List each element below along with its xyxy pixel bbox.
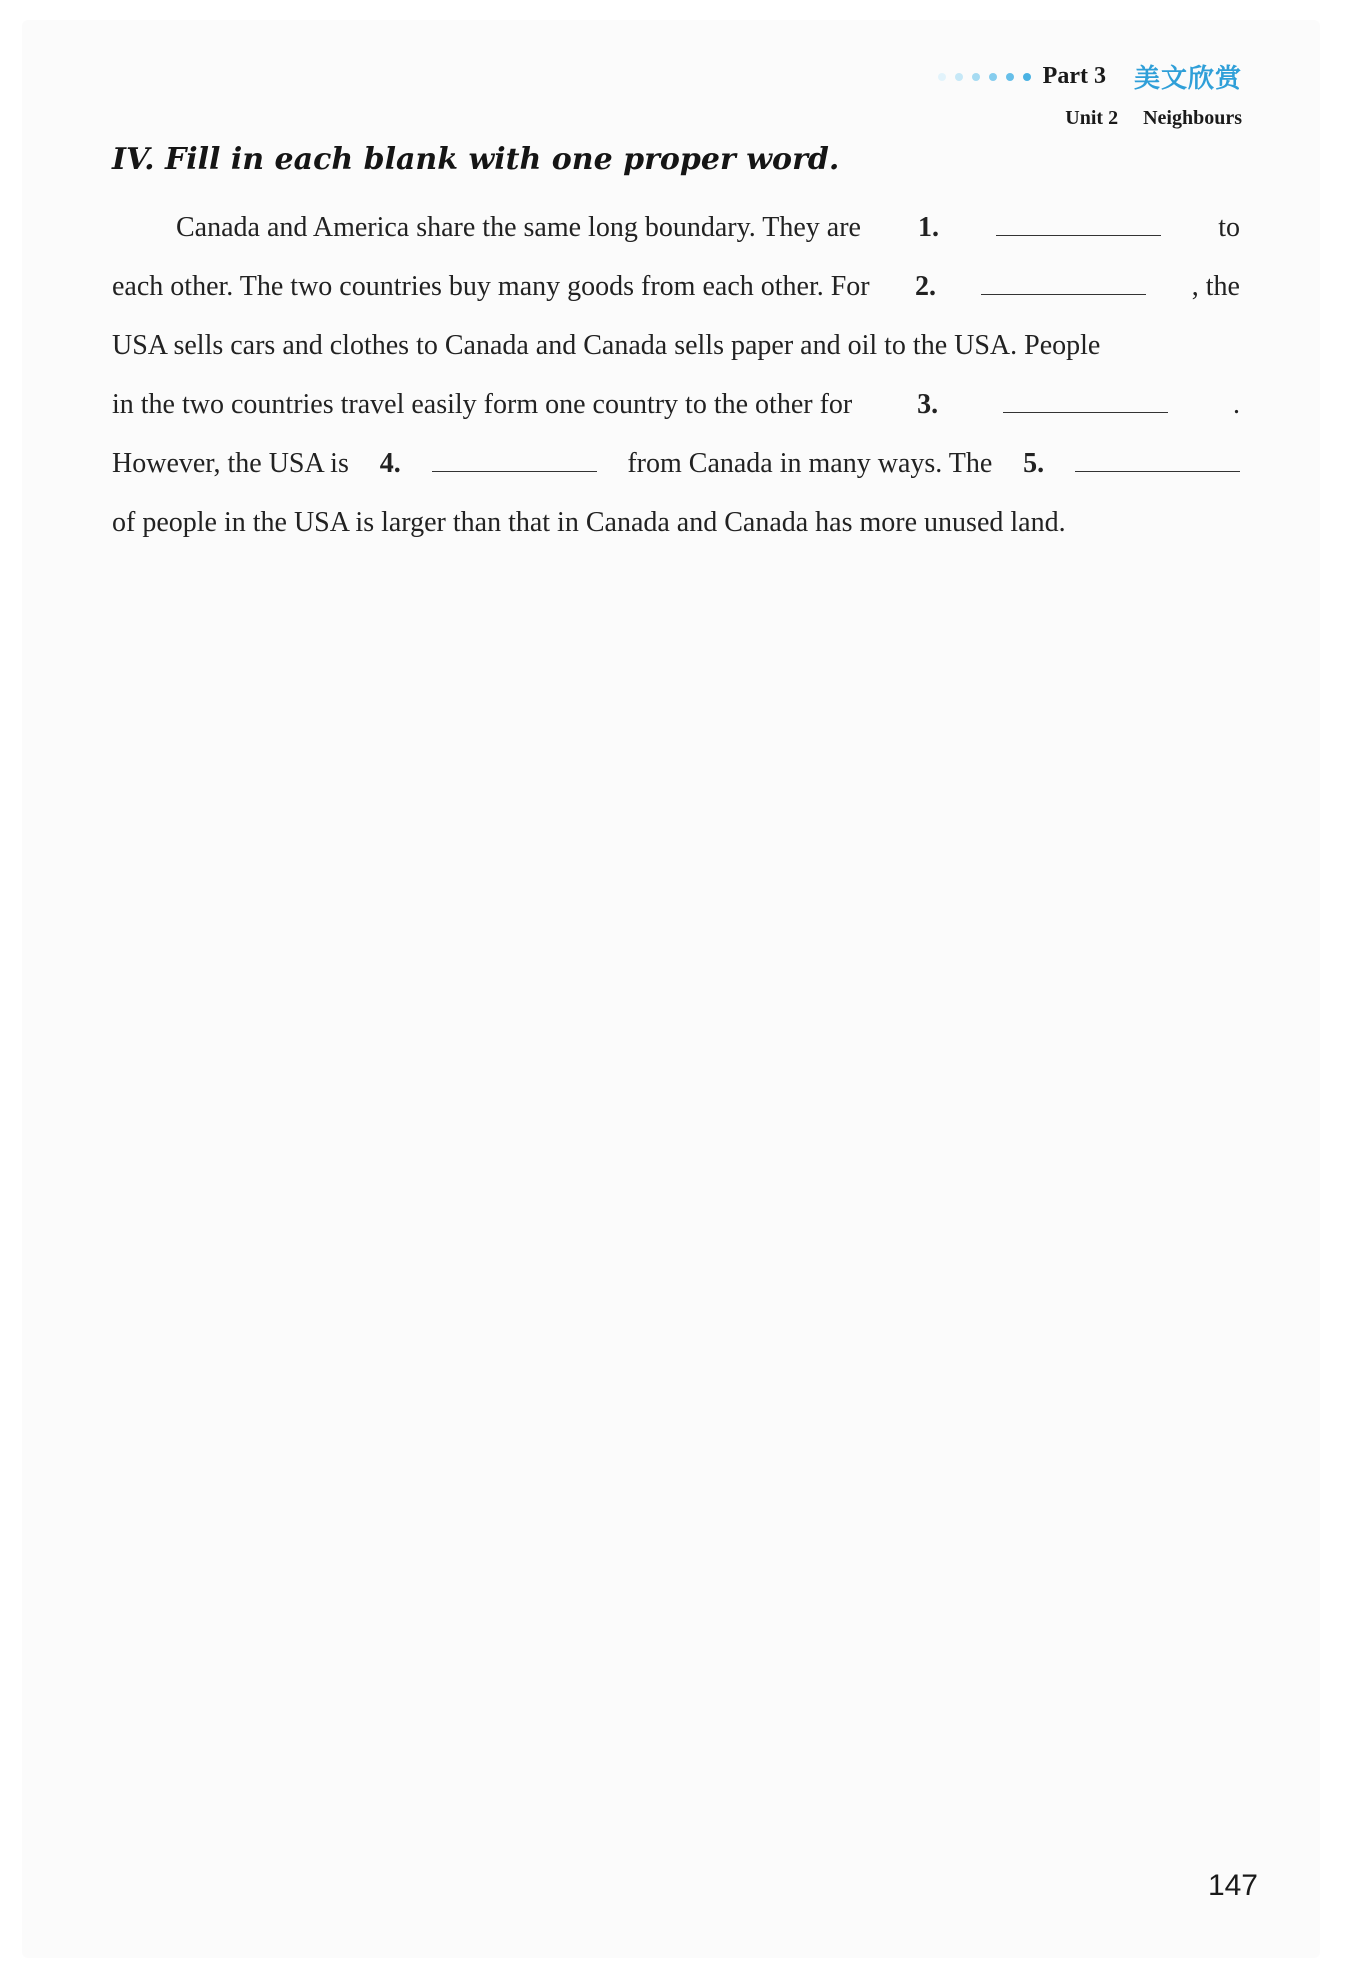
passage bbox=[112, 204, 1240, 558]
page-number: 147 bbox=[1207, 1869, 1258, 1902]
dot-1 bbox=[938, 73, 946, 81]
passage-line-3 bbox=[112, 322, 1240, 381]
passage-text: USA sells cars and clothes to Canada and Canada sells paper and oil to the USA. People bbox=[112, 330, 1101, 361]
passage-text: , the bbox=[1191, 271, 1240, 302]
unit-label: Unit 2 bbox=[1065, 107, 1119, 129]
passage-line-1 bbox=[112, 204, 1240, 263]
blank-number-3: 3. bbox=[917, 389, 939, 420]
passage-text: to bbox=[1218, 212, 1240, 243]
passage-text: of people in the USA is larger than that in Canada and Canada has more unused land. bbox=[112, 507, 1066, 538]
passage-text: . bbox=[1233, 389, 1240, 420]
header-part-row bbox=[938, 58, 1242, 95]
blank-1[interactable] bbox=[996, 234, 1161, 236]
passage-text: each other. The two countries buy many goods from each other. For bbox=[112, 271, 870, 302]
blank-3[interactable] bbox=[1003, 411, 1168, 413]
blank-number-1: 1. bbox=[918, 212, 940, 243]
section-title-cn: 美文欣赏 bbox=[1133, 64, 1242, 94]
blank-number-2: 2. bbox=[915, 271, 937, 302]
blank-5[interactable] bbox=[1075, 470, 1240, 472]
dot-6 bbox=[1023, 73, 1031, 81]
blank-number-4: 4. bbox=[379, 448, 401, 479]
blank-number-5: 5. bbox=[1023, 448, 1045, 479]
passage-text: Canada and America share the same long boundary. They are bbox=[176, 212, 861, 243]
part-label: Part 3 bbox=[1042, 63, 1106, 89]
dot-2 bbox=[955, 73, 963, 81]
page-header bbox=[938, 58, 1242, 130]
dot-4 bbox=[989, 73, 997, 81]
unit-title: Neighbours bbox=[1143, 107, 1242, 129]
header-unit-row bbox=[938, 107, 1242, 130]
decorative-dots bbox=[938, 73, 1031, 81]
passage-text: in the two countries travel easily form one country to the other for bbox=[112, 389, 853, 420]
passage-text: However, the USA is bbox=[112, 448, 349, 479]
passage-line-4 bbox=[112, 381, 1240, 440]
passage-line-2 bbox=[112, 263, 1240, 322]
exercise-title: IV. Fill in each blank with one proper word. bbox=[112, 142, 840, 177]
passage-line-6 bbox=[112, 499, 1240, 558]
passage-line-5 bbox=[112, 440, 1240, 499]
dot-3 bbox=[972, 73, 980, 81]
blank-4[interactable] bbox=[432, 470, 597, 472]
blank-2[interactable] bbox=[981, 293, 1146, 295]
passage-text: from Canada in many ways. The bbox=[627, 448, 993, 479]
dot-5 bbox=[1006, 73, 1014, 81]
